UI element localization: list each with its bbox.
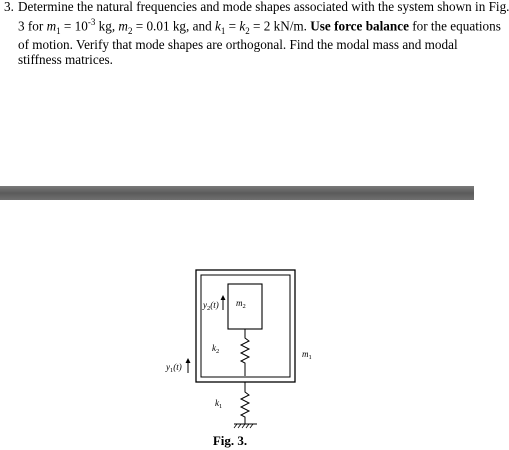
emphasis-force-balance: Use force balance bbox=[310, 17, 409, 33]
value-k: = 2 kN/m. bbox=[249, 17, 311, 33]
problem-number: 3. bbox=[4, 0, 14, 14]
word-for: for bbox=[27, 17, 44, 33]
y2-arrow-head bbox=[221, 295, 226, 300]
label-k2: $k_2$ bbox=[212, 343, 220, 355]
problem-line-3: of motion. Verify that mode shapes are orthogonal. Find the modal mass and modal bbox=[18, 37, 458, 53]
line-2-tail: for the equations bbox=[408, 17, 501, 33]
label-y1: $y_1(t)$ bbox=[166, 362, 182, 374]
value-m1: = 10 bbox=[60, 17, 88, 33]
spring-k1 bbox=[241, 382, 249, 424]
label-y2: $y_2(t)$ bbox=[203, 300, 219, 312]
label-m1: $m_1$ bbox=[302, 349, 312, 361]
ground-hatch bbox=[234, 424, 253, 428]
symbol-k2-sub: 2 bbox=[245, 25, 250, 36]
equals: = bbox=[225, 17, 240, 33]
symbol-k1: k bbox=[214, 17, 221, 33]
value-m1-exponent: -3 bbox=[87, 16, 96, 27]
y1-arrow-head bbox=[186, 358, 191, 363]
spring-k2 bbox=[241, 329, 249, 376]
label-m2: $m_2$ bbox=[236, 298, 246, 310]
unit-m1: kg, bbox=[95, 17, 119, 33]
symbol-m2-sub: 2 bbox=[127, 25, 133, 36]
fig-ref-number: 3 bbox=[18, 17, 25, 33]
figure-caption: Fig. 3. bbox=[212, 433, 248, 448]
symbol-k2: k bbox=[239, 17, 246, 33]
symbol-m1-sub: 1 bbox=[56, 25, 61, 36]
symbol-k1-sub: 1 bbox=[220, 25, 226, 36]
problem-line-1-text: Determine the natural frequencies and mode shapes associated with the system shown in Fig. bbox=[18, 0, 509, 14]
value-m2: = 0.01 kg, and bbox=[132, 17, 215, 33]
symbol-m1: m bbox=[46, 17, 57, 33]
symbol-m2: m bbox=[118, 17, 128, 33]
problem-line-4: stiffness matrices. bbox=[18, 51, 113, 67]
label-k1: $k_1$ bbox=[215, 398, 223, 410]
